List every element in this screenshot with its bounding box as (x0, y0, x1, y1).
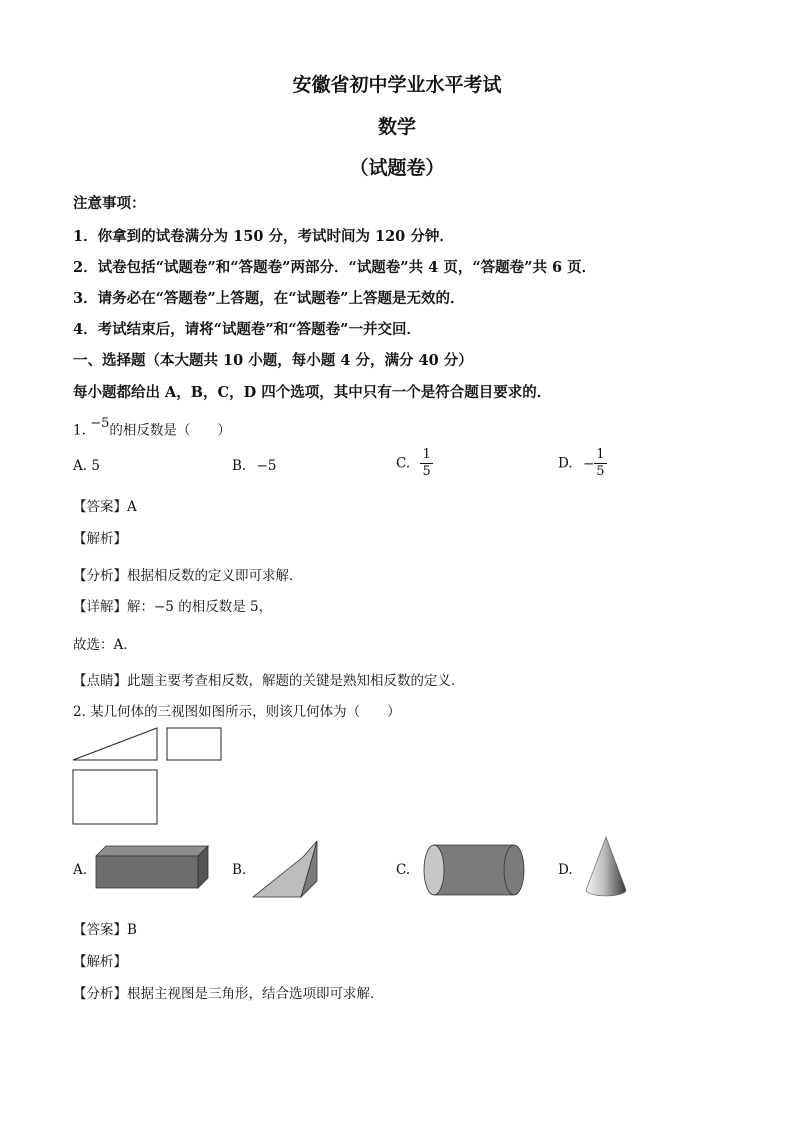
option-c (396, 447, 433, 480)
option-d-fraction (594, 447, 606, 480)
option-c-label: C. (396, 455, 411, 472)
option-b-value: −5 (256, 458, 277, 474)
q2-fenxi (73, 982, 384, 1002)
q1-choose: 故选：A． (73, 637, 137, 653)
fenxi-tag: 【分析】 (73, 568, 127, 584)
option-c-fraction (420, 447, 432, 480)
exam-subject: 数学 (377, 116, 416, 138)
q2-option-c-label: C. (396, 862, 411, 878)
fenxi-text: 根据相反数的定义即可求解． (127, 568, 303, 584)
cone-figure (584, 836, 630, 898)
option-d-label: D. (558, 455, 573, 472)
question-2-text: 某几何体的三视图如图所示，则该几何体为（ ） (90, 704, 401, 720)
dianjing-tag: 【点睛】 (73, 673, 127, 689)
q2-answer (73, 918, 137, 938)
three-views-figure (72, 727, 232, 827)
question-1-stem (73, 418, 231, 439)
xiangjie-text: 解：−5 的相反数是 5， (127, 599, 273, 615)
option-d-sign: − (582, 455, 595, 472)
fraction-numerator: 1 (422, 447, 431, 462)
top-view-rectangle (73, 770, 157, 824)
section-instruction: 每小题都给出 A，B，C，D 四个选项，其中只有一个是符合题目要求的． (73, 384, 552, 401)
notice-item: 3．请务必在“答题卷”上答题，在“试题卷”上答题是无效的． (73, 290, 465, 307)
xiangjie-tag: 【详解】 (73, 599, 127, 615)
answer-tag: 【答案】 (73, 922, 127, 938)
fraction-numerator: 1 (596, 447, 605, 462)
dianjing-text: 此题主要考查相反数，解题的关键是熟知相反数的定义． (127, 673, 465, 689)
question-1-text: 的相反数是（ ） (109, 422, 231, 439)
question-1-expression: −5 (90, 416, 110, 431)
q1-answer (73, 495, 137, 515)
cone-shape (586, 837, 626, 896)
exam-title: 安徽省初中学业水平考试 (292, 74, 502, 96)
cylinder-figure (422, 844, 526, 898)
wedge-figure (253, 839, 319, 899)
question-number: 2. (73, 704, 86, 720)
cylinder-right-end (504, 845, 524, 895)
fenxi-tag: 【分析】 (73, 986, 127, 1002)
answer-value: A (127, 499, 137, 515)
fraction-denominator: 5 (596, 464, 605, 479)
q2-option-d-label: D. (558, 862, 573, 878)
q2-option-a-label: A. (73, 862, 88, 878)
side-view-rectangle (167, 728, 221, 760)
answer-value: B (127, 922, 137, 938)
cuboid-top-face (96, 846, 208, 856)
question-2-stem (73, 700, 401, 720)
option-b (232, 458, 276, 474)
option-a: A. 5 (73, 458, 100, 474)
answer-tag: 【答案】 (73, 499, 127, 515)
notice-item: 1．你拿到的试卷满分为 150 分，考试时间为 120 分钟． (73, 228, 454, 245)
q2-analysis-tag: 【解析】 (73, 954, 127, 970)
q1-analysis-tag: 【解析】 (73, 531, 127, 547)
q1-xiangjie (73, 595, 272, 615)
fraction-denominator: 5 (422, 464, 431, 479)
cylinder-left-cap (424, 845, 444, 895)
exam-paper-type: （试题卷） (349, 157, 445, 179)
cuboid-figure (96, 846, 212, 890)
q2-option-b-label: B. (232, 862, 247, 878)
q1-fenxi (73, 564, 303, 584)
question-number: 1. (73, 422, 86, 439)
cuboid-front-face (96, 856, 198, 888)
section-title: 一、选择题（本大题共 10 小题，每小题 4 分，满分 40 分） (73, 352, 473, 369)
fenxi-text: 根据主视图是三角形，结合选项即可求解． (127, 986, 384, 1002)
option-b-label: B. (232, 458, 247, 474)
cylinder-body (434, 845, 514, 895)
option-d (558, 447, 607, 480)
front-view-triangle (73, 728, 157, 760)
notice-item: 2．试卷包括“试题卷”和“答题卷”两部分．“试题卷”共 4 页，“答题卷”共 6 页． (73, 259, 597, 276)
notice-item: 4．考试结束后，请将“试题卷”和“答题卷”一并交回． (73, 321, 421, 338)
notice-heading: 注意事项： (73, 195, 146, 212)
q1-dianjing (73, 669, 465, 689)
